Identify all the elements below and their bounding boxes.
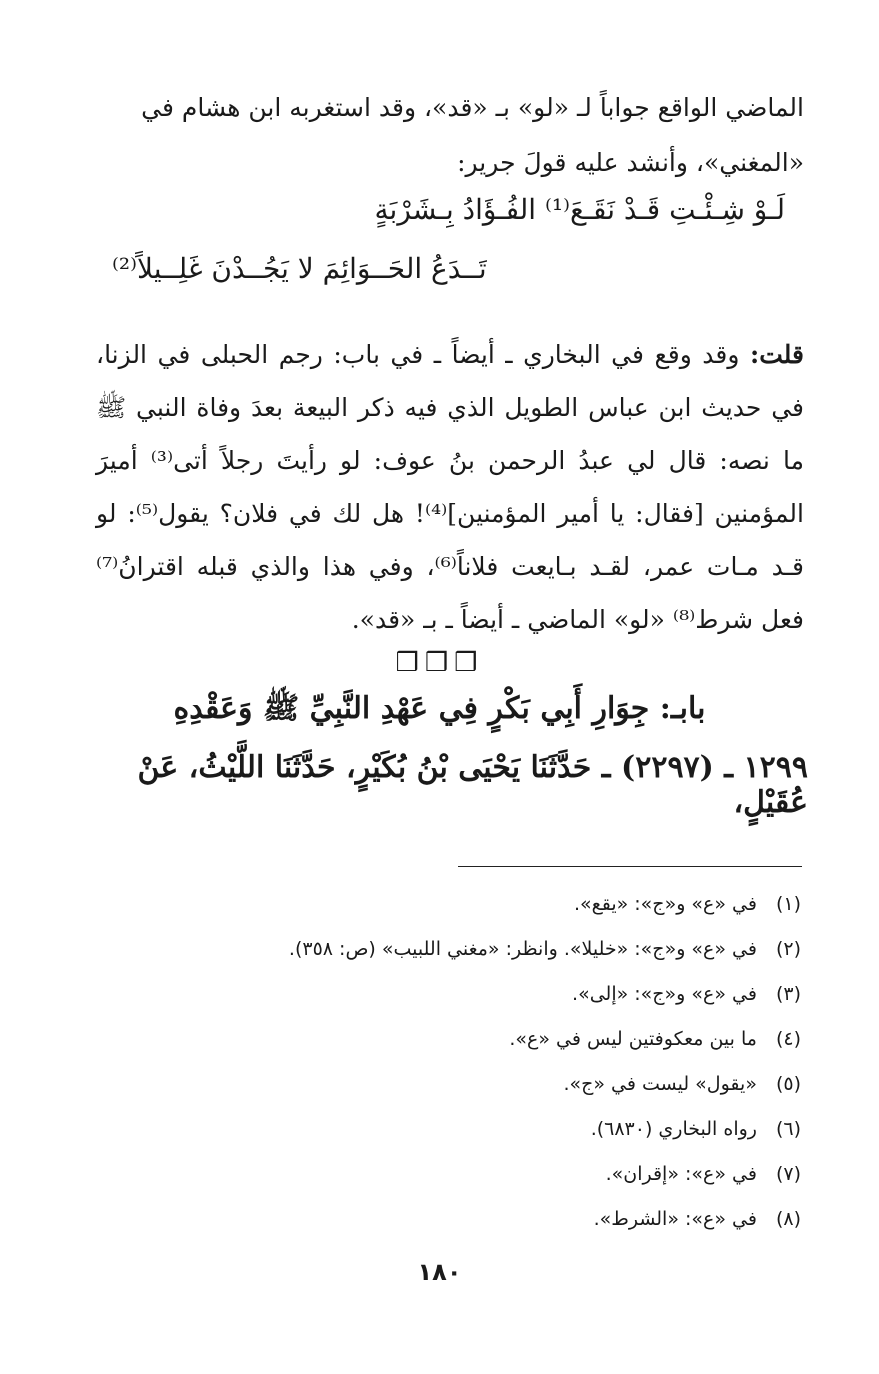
- main-paragraph-text: وقد وقع في البخاري ـ أيضاً ـ في باب: رجم الحبلى في الزنا، في حديث ابن عباس الطويل الذي فيه ذكر البيعة بعدَ وفاة النبي ﷺ ما نصه: قال لي عبدُ الرحمن بنُ عوف: لو رأيتَ رجلاً أتى⁽³⁾ أميرَ المؤمنين [فقال: يا أمير المؤمنين]⁽⁴⁾! هل لك في فلان؟ يقول⁽⁵⁾: لو قـد مـات عمر، لقـد بـايعت فلاناً⁽⁶⁾، وفي هذا والذي قبله اقترانُ⁽⁷⁾ فعل شرط⁽⁸⁾ «لو» الماضي ـ أيضاً ـ بـ «قد».: [96, 340, 804, 634]
- section-separator: ❒❒❒: [395, 648, 484, 678]
- footnote-text: في «ع»: «الشرط».: [593, 1208, 757, 1230]
- footnote-number: (٣): [775, 983, 801, 1005]
- footnote-text: «يقول» ليست في «ج».: [563, 1073, 757, 1095]
- footnote-text: في «ع» و«ج»: «إلى».: [572, 983, 757, 1005]
- main-paragraph: [96, 328, 804, 646]
- verse-line-1: لَـوْ شِـئْـتِ قَـدْ نَقَـعَ⁽¹⁾ الفُـؤَادُ بِـشَرْبَةٍ: [374, 193, 785, 226]
- footnote-number: (٦): [775, 1118, 801, 1140]
- footnote-text: في «ع» و«ج»: «خليلا». وانظر: «مغني اللبيب» (ص: ٣٥٨).: [288, 938, 757, 960]
- footnote-item: [101, 1017, 801, 1062]
- footnote-item: [101, 882, 801, 927]
- footnote-text: في «ع»: «إقران».: [605, 1163, 757, 1185]
- footnote-divider: [458, 866, 802, 867]
- footnote-text: ما بين معكوفتين ليس في «ع».: [509, 1028, 757, 1050]
- footnote-number: (٢): [775, 938, 801, 960]
- footnote-number: (٥): [775, 1073, 801, 1095]
- intro-paragraph: الماضي الواقع جواباً لـ «لو» بـ «قد»، وقد استغربه ابن هشام في «المغني»، وأنشد عليه قولَ جرير:: [141, 93, 804, 177]
- hadith-line: ١٢٩٩ ـ (٢٢٩٧) ـ حَدَّثَنَا يَحْيَى بْنُ بُكَيْرٍ، حَدَّثَنَا اللَّيْثُ، عَنْ عُقَيْلٍ،: [137, 750, 808, 820]
- footnotes-list: [101, 882, 801, 1242]
- footnote-item: [101, 1107, 801, 1152]
- chapter-heading: بابـ: جِوَارِ أَبِي بَكْرٍ فِي عَهْدِ النَّبِيِّ ﷺ وَعَقْدِهِ: [173, 691, 706, 726]
- footnote-item: [101, 927, 801, 972]
- footnote-item: [101, 1197, 801, 1242]
- footnote-number: (٨): [775, 1208, 801, 1230]
- footnote-item: [101, 1152, 801, 1197]
- footnote-number: (١): [775, 893, 801, 915]
- footnote-text: رواه البخاري (٦٨٣٠).: [590, 1118, 757, 1140]
- footnote-number: (٧): [775, 1163, 801, 1185]
- main-paragraph-lead: قلت:: [749, 340, 804, 369]
- footnote-item: [101, 1062, 801, 1107]
- footnote-item: [101, 972, 801, 1017]
- verse-line-2: تَــدَعُ الحَــوَائِمَ لا يَجُــدْنَ غَلِــيلاً⁽²⁾: [112, 252, 487, 285]
- page-number: ١٨٠: [417, 1258, 462, 1286]
- footnote-text: في «ع» و«ج»: «يقع».: [573, 893, 757, 915]
- footnote-number: (٤): [775, 1028, 801, 1050]
